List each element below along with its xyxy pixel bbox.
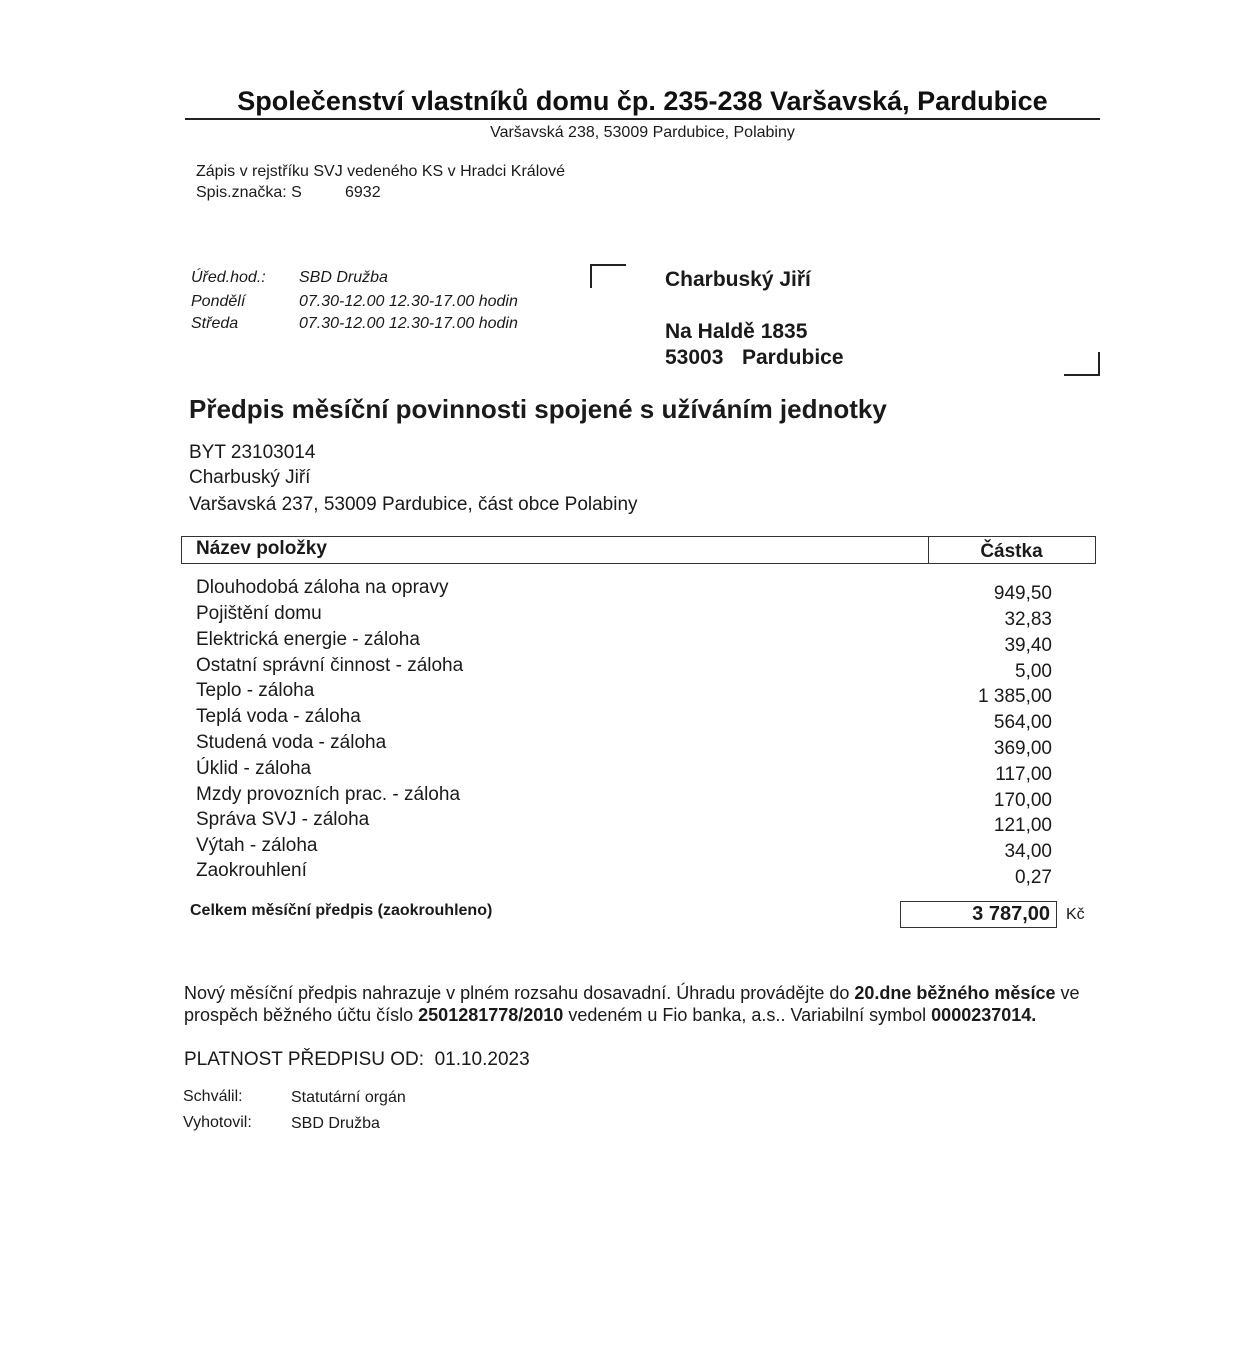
address-corner-mark-top-left [590,264,626,288]
item-name: Ostatní správní činnost - záloha [196,655,464,676]
item-name: Mzdy provozních prac. - záloha [196,784,461,805]
column-header-name: Název položky [196,538,327,559]
office-hours-label: Úřed.hod.: [191,269,266,286]
header-rule [185,118,1100,120]
registry-line: Zápis v rejstříku SVJ vedeného KS v Hradci Králové [196,163,566,180]
note-text: prospěch běžného účtu číslo [184,1005,419,1025]
payment-note-line2 [184,1005,1036,1026]
item-name: Správa SVJ - záloha [196,809,370,830]
item-amount: 32,83 [1004,609,1052,630]
payment-note-line1 [184,983,1079,1004]
item-name: Zaokrouhlení [196,860,307,881]
item-name: Úklid - záloha [196,758,312,779]
recipient-postcode: 53003 [665,346,724,369]
item-amount: 170,00 [993,790,1052,811]
item-amount: 117,00 [995,764,1052,785]
validity-date: 01.10.2023 [434,1049,530,1070]
org-address: Varšavská 238, 53009 Pardubice, Polabiny [490,124,795,141]
item-name: Studená voda - záloha [196,732,387,753]
recipient-name: Charbuský Jiří [665,268,811,291]
note-text: vedeném u Fio banka, a.s.. Variabilní symbol [563,1005,932,1025]
item-amount: 0,27 [1015,867,1052,888]
item-amount: 564,00 [993,712,1052,733]
registry-file-label: Spis.značka: S [196,184,302,201]
item-amount: 1 385,00 [978,686,1052,707]
due-day: 20.dne běžného měsíce [854,983,1056,1003]
document-title: Předpis měsíční povinnosti spojené s užíváním jednotky [189,394,887,424]
item-name: Pojištění domu [196,603,322,624]
office-hours-value: SBD Družba [299,269,388,286]
recipient-street: Na Haldě 1835 [665,320,808,343]
item-amount: 39,40 [1004,635,1052,656]
item-amount: 5,00 [1015,661,1052,682]
table-header [181,536,1096,564]
item-name: Dlouhodobá záloha na opravy [196,577,449,598]
account-number: 2501281778/2010 [418,1005,564,1025]
total-amount: 3 787,00 [900,901,1057,928]
total-currency: Kč [1066,906,1085,923]
prepared-value: SBD Družba [291,1115,380,1132]
item-amount: 34,00 [1004,841,1052,862]
address-corner-mark-bottom-right [1064,352,1100,376]
column-header-amount: Částka [980,541,1043,562]
note-text: ve [1055,983,1080,1003]
recipient-city: Pardubice [742,346,844,369]
registry-file-number: 6932 [345,184,381,201]
item-name: Teplá voda - záloha [196,706,361,727]
item-name: Elektrická energie - záloha [196,629,420,650]
office-hours-wednesday: 07.30-12.00 12.30-17.00 hodin [299,315,518,332]
item-amount: 121,00 [993,815,1052,836]
validity-label: PLATNOST PŘEDPISU OD: [184,1049,425,1070]
item-amount: 949,50 [993,583,1052,604]
note-text: . [1031,1005,1037,1025]
office-day-monday: Pondělí [191,293,246,310]
approved-label: Schválil: [183,1088,243,1105]
item-name: Výtah - záloha [196,835,318,856]
office-hours-monday: 07.30-12.00 12.30-17.00 hodin [299,293,518,310]
unit-owner: Charbuský Jiří [189,467,311,488]
office-day-wednesday: Středa [191,315,239,332]
unit-address: Varšavská 237, 53009 Pardubice, část obce Polabiny [189,494,638,515]
variable-symbol: 0000237014 [931,1005,1032,1025]
prepared-label: Vyhotovil: [183,1114,252,1131]
item-name: Teplo - záloha [196,680,315,701]
validity [184,1049,530,1071]
total-label: Celkem měsíční předpis (zaokrouhleno) [190,902,493,919]
org-name: Společenství vlastníků domu čp. 235-238 Varšavská, Pardubice [237,86,1048,116]
note-text: Nový měsíční předpis nahrazuje v plném rozsahu dosavadní. Úhradu provádějte do [184,983,855,1003]
item-amount: 369,00 [993,738,1052,759]
unit-id: BYT 23103014 [189,442,316,463]
approved-value: Statutární orgán [291,1089,406,1106]
